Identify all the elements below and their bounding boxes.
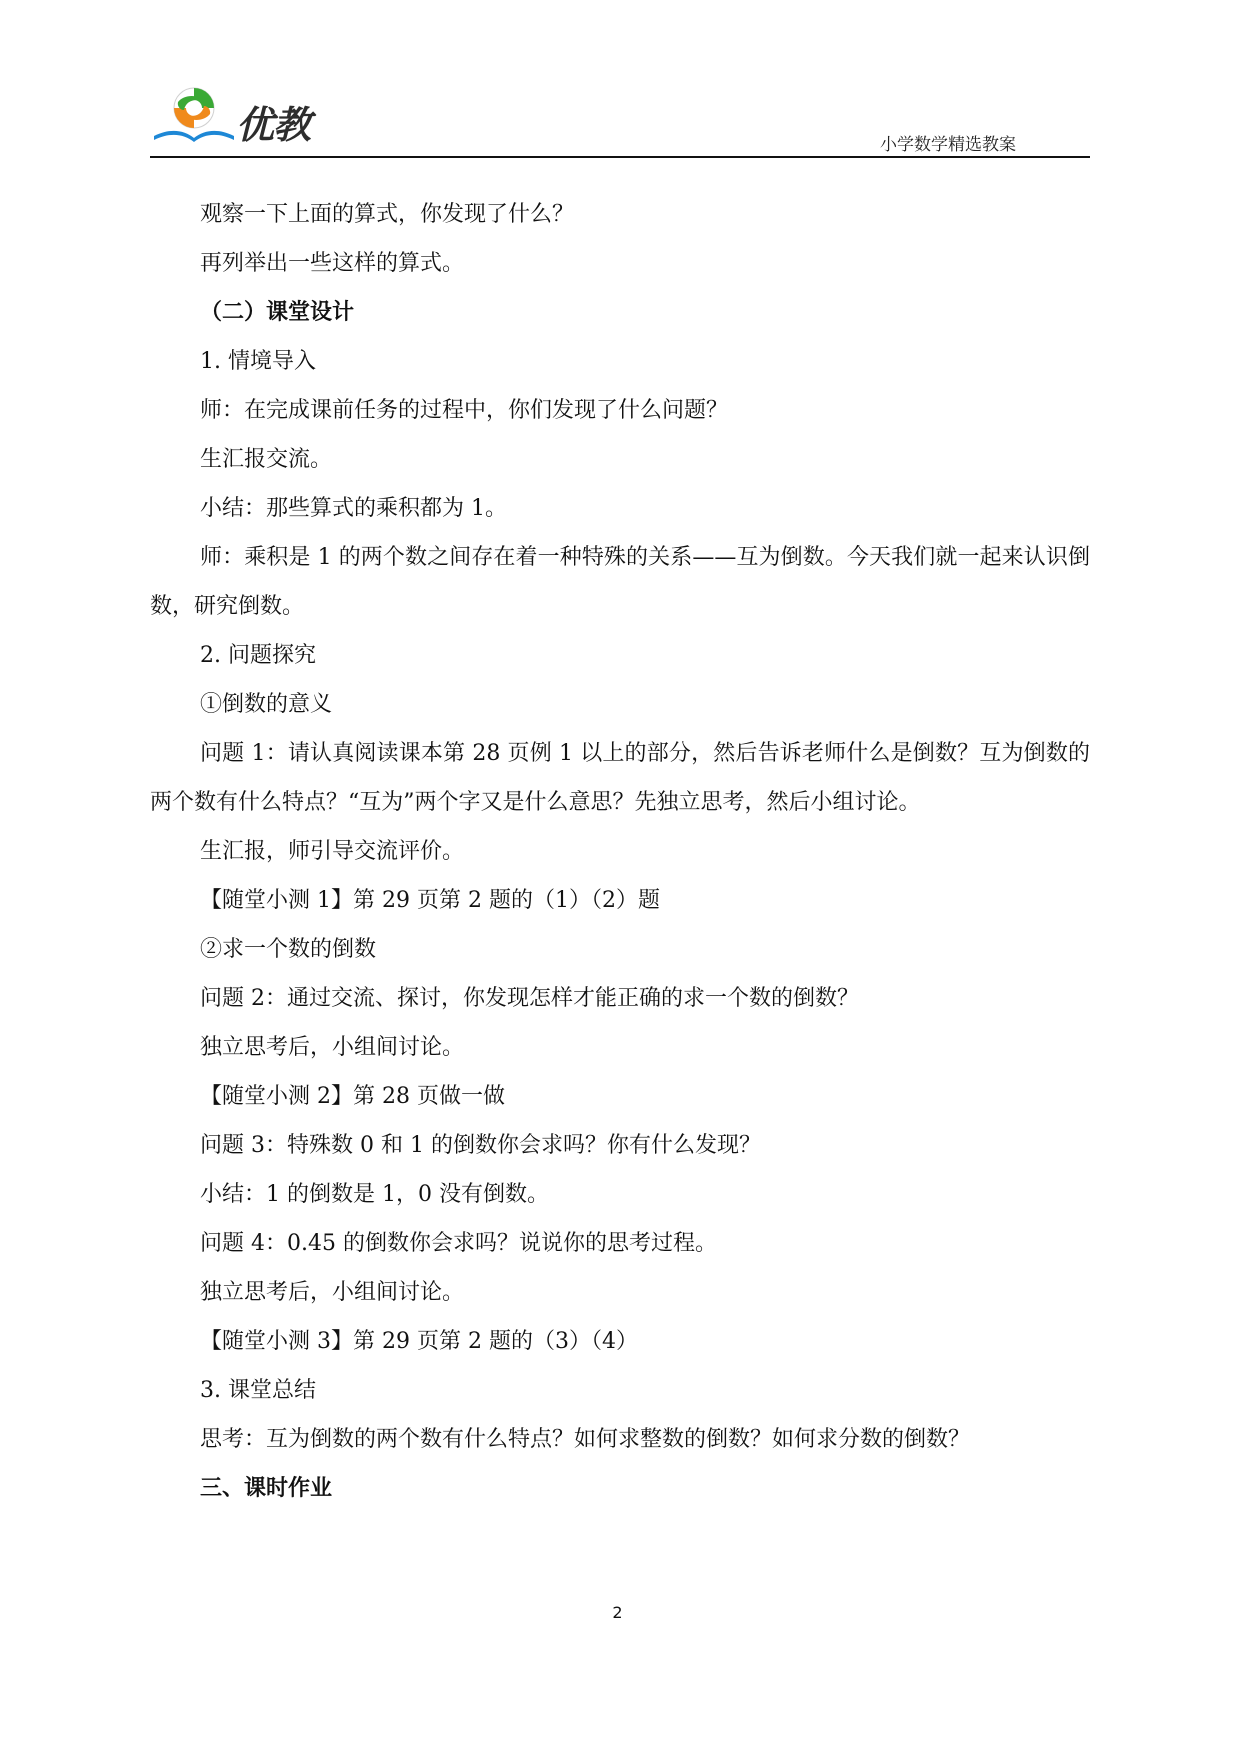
paragraph: ②求一个数的倒数 bbox=[200, 937, 377, 962]
paragraph: 问题 3：特殊数 0 和 1 的倒数你会求吗？你有什么发现？ bbox=[200, 1133, 761, 1158]
youjiao-logo bbox=[150, 84, 330, 148]
paragraph: 思考：互为倒数的两个数有什么特点？如何求整数的倒数？如何求分数的倒数？ bbox=[200, 1427, 971, 1452]
header-divider bbox=[150, 156, 1090, 158]
paragraph: 【随堂小测 1】第 29 页第 2 题的（1）（2）题 bbox=[200, 888, 660, 913]
paragraph: 问题 1：请认真阅读课本第 28 页例 1 以上的部分，然后告诉老师什么是倒数？互为倒数的两个数有什么特点？“互为”两个字又是什么意思？先独立思考，然后小组讨论。 bbox=[150, 741, 1090, 815]
paragraph: 师：在完成课前任务的过程中，你们发现了什么问题？ bbox=[200, 398, 729, 423]
header-subtitle: 小学数学精选教案 bbox=[880, 135, 1016, 155]
document-body bbox=[150, 190, 1090, 1513]
paragraph: 独立思考后，小组间讨论。 bbox=[200, 1035, 465, 1060]
paragraph: 1. 情境导入 bbox=[200, 349, 316, 374]
paragraph: 3. 课堂总结 bbox=[200, 1378, 316, 1403]
paragraph: 师：乘积是 1 的两个数之间存在着一种特殊的关系——互为倒数。今天我们就一起来认识倒数，研究倒数。 bbox=[150, 545, 1090, 619]
paragraph: 【随堂小测 3】第 29 页第 2 题的（3）（4） bbox=[200, 1329, 638, 1354]
section-heading: 三、课时作业 bbox=[200, 1476, 333, 1501]
paragraph: 再列举出一些这样的算式。 bbox=[200, 251, 465, 276]
paragraph: 小结：1 的倒数是 1，0 没有倒数。 bbox=[200, 1182, 549, 1207]
logo-book-icon bbox=[150, 84, 240, 148]
paragraph: 生汇报交流。 bbox=[200, 447, 333, 472]
paragraph: 独立思考后，小组间讨论。 bbox=[200, 1280, 465, 1305]
section-heading: （二）课堂设计 bbox=[200, 300, 355, 325]
paragraph: 问题 4：0.45 的倒数你会求吗？说说你的思考过程。 bbox=[200, 1231, 717, 1256]
page-number: 2 bbox=[612, 1603, 623, 1622]
paragraph: ①倒数的意义 bbox=[200, 692, 333, 717]
paragraph: 观察一下上面的算式，你发现了什么？ bbox=[200, 202, 575, 227]
logo-text: 优教 bbox=[236, 103, 311, 147]
paragraph: 生汇报，师引导交流评价。 bbox=[200, 839, 465, 864]
paragraph: 【随堂小测 2】第 28 页做一做 bbox=[200, 1084, 505, 1109]
paragraph: 问题 2：通过交流、探讨，你发现怎样才能正确的求一个数的倒数？ bbox=[200, 986, 859, 1011]
paragraph: 小结：那些算式的乘积都为 1。 bbox=[200, 496, 507, 521]
page-header bbox=[150, 84, 1090, 158]
paragraph: 2. 问题探究 bbox=[200, 643, 316, 668]
